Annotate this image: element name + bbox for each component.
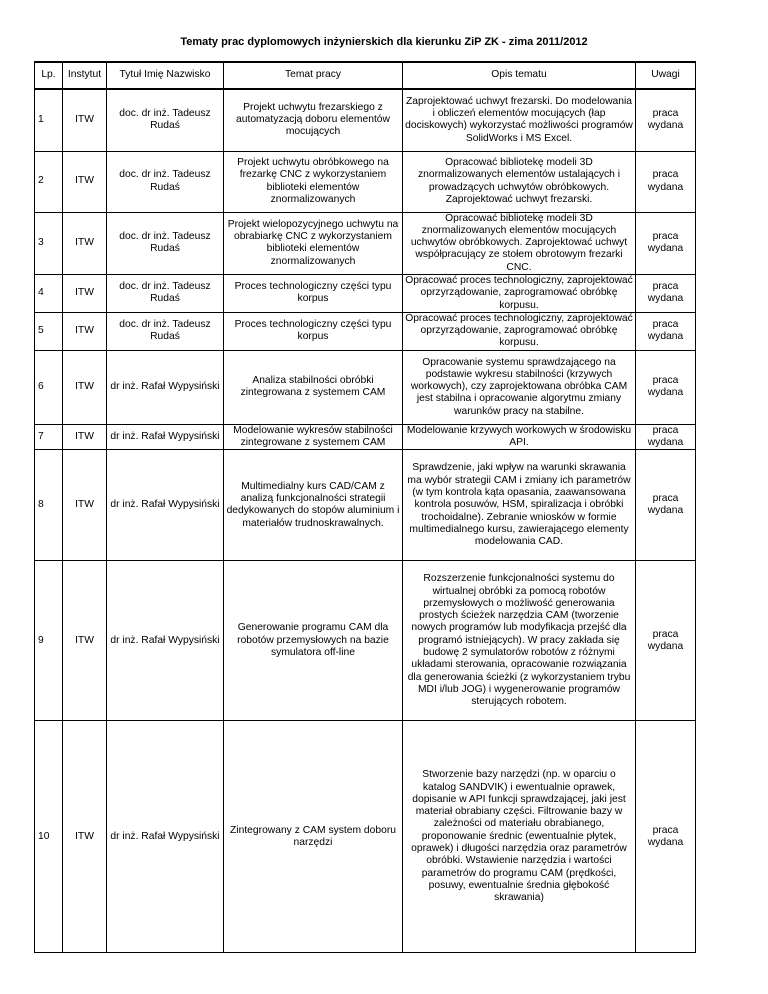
cell-description: Rozszerzenie funkcjonalności systemu do wirtualnej obróbki za pomocą robotów przemysłowych o możliwość generowania prostych ścieżek narzędzia CAM (tworzenie nowych programów lub modyfikacja przejść dla programó istniejących). W pracy zakłada się budowę 2 symulatorów robotów z różnymi układami sterowania, opracowanie rozwiązania dla generowania ścieżki (z wykorzystaniem trybu MDI i/lub JOG) i wygenerowanie programów sterujących robotem. [403, 561, 636, 721]
cell-topic: Analiza stabilności obróbki zintegrowana z systemem CAM [224, 350, 403, 424]
cell-author: doc. dr inż. Tadeusz Rudaś [107, 151, 224, 212]
header-topic: Temat pracy [224, 62, 403, 89]
cell-lp: 9 [35, 561, 63, 721]
cell-instytut: ITW [63, 450, 107, 561]
cell-notes: praca wydana [636, 721, 696, 953]
cell-lp: 1 [35, 89, 63, 151]
cell-description: Opracować bibliotekę modeli 3D znormalizowanych elementów ustalających i prowadzących uchwytów obróbkowych. Zaprojektować uchwyt frezarski. [403, 151, 636, 212]
page-title: Tematy prac dyplomowych inżynierskich dla kierunku ZiP ZK - zima 2011/2012 [180, 36, 588, 48]
cell-instytut: ITW [63, 312, 107, 350]
cell-topic: Projekt uchwytu frezarskiego z automatyzacją doboru elementów mocujących [224, 89, 403, 151]
cell-notes: praca wydana [636, 89, 696, 151]
cell-notes: praca wydana [636, 561, 696, 721]
header-author: Tytuł Imię Nazwisko [107, 62, 224, 89]
cell-notes: praca wydana [636, 274, 696, 312]
cell-description: Modelowanie krzywych workowych w środowisku API. [403, 424, 636, 450]
table-row [35, 151, 696, 212]
cell-author: dr inż. Rafał Wypysiński [107, 721, 224, 953]
cell-topic: Generowanie programu CAM dla robotów przemysłowych na bazie symulatora off-line [224, 561, 403, 721]
cell-author: dr inż. Rafał Wypysiński [107, 350, 224, 424]
cell-notes: praca wydana [636, 312, 696, 350]
cell-topic: Proces technologiczny części typu korpus [224, 274, 403, 312]
cell-author: doc. dr inż. Tadeusz Rudaś [107, 212, 224, 274]
header-description: Opis tematu [403, 62, 636, 89]
cell-notes: praca wydana [636, 151, 696, 212]
header-lp: Lp. [35, 62, 63, 89]
cell-description: Opracować proces technologiczny, zaprojektować oprzyrządowanie, zaprogramować obróbkę korpusu. [403, 274, 636, 312]
cell-description: Opracowanie systemu sprawdzającego na podstawie wykresu stabilności (krzywych workowych), czy zaprojektowana obróbka CAM jest stabilna i opracowanie algorytmu zmiany warunków pracy na stabilne. [403, 350, 636, 424]
cell-description: Sprawdzenie, jaki wpływ na warunki skrawania ma wybór strategii CAM i zmiany ich parametrów (w tym kontrola kąta opasania, zaawansowana kontrola posuwów, HSM, spiralizacja i obróbki trochoidalne). Zebranie wniosków w formie multimedialnego kursu, zawierającego elementy modelowania CAD. [403, 450, 636, 561]
topics-table [34, 61, 696, 953]
cell-instytut: ITW [63, 424, 107, 450]
cell-topic: Proces technologiczny części typu korpus [224, 312, 403, 350]
table-row [35, 424, 696, 450]
cell-notes: praca wydana [636, 424, 696, 450]
cell-notes: praca wydana [636, 350, 696, 424]
cell-lp: 2 [35, 151, 63, 212]
cell-author: dr inż. Rafał Wypysiński [107, 424, 224, 450]
header-notes: Uwagi [636, 62, 696, 89]
header-row [35, 62, 696, 89]
cell-lp: 5 [35, 312, 63, 350]
cell-lp: 8 [35, 450, 63, 561]
header-instytut: Instytut [63, 62, 107, 89]
cell-notes: praca wydana [636, 450, 696, 561]
cell-description: Opracować bibliotekę modeli 3D znormalizowanych elementów mocujących uchwytów obróbkowych. Zaprojektować uchwyt współpracujący ze stołem obrotowym frezarki CNC. [403, 212, 636, 274]
cell-lp: 6 [35, 350, 63, 424]
cell-instytut: ITW [63, 561, 107, 721]
cell-instytut: ITW [63, 721, 107, 953]
table-row [35, 721, 696, 953]
cell-lp: 7 [35, 424, 63, 450]
cell-instytut: ITW [63, 350, 107, 424]
table-row [35, 450, 696, 561]
cell-topic: Projekt wielopozycyjnego uchwytu na obrabiarkę CNC z wykorzystaniem biblioteki elementów znormalizowanych [224, 212, 403, 274]
cell-author: doc. dr inż. Tadeusz Rudaś [107, 274, 224, 312]
cell-topic: Modelowanie wykresów stabilności zintegrowane z systemem CAM [224, 424, 403, 450]
cell-description: Stworzenie bazy narzędzi (np. w oparciu o katalog SANDVIK) i ewentualnie oprawek, dopisanie w API funkcji sprawdzającej, jaki jest materiał obrabiany części. Filtrowanie bazy w zależności od materiału obrabianego, proponowanie średnic (ewentualnie płytek, oprawek) i długości narzędzia oraz parametrów obróbki. Wstawienie narzędzia i wartości parametrów do programu CAM (prędkości, posuwy, ewentualnie średnia głębokość skrawania) [403, 721, 636, 953]
cell-instytut: ITW [63, 212, 107, 274]
cell-topic: Projekt uchwytu obróbkowego na frezarkę CNC z wykorzystaniem biblioteki elementów znormalizowanych [224, 151, 403, 212]
cell-description: Opracować proces technologiczny, zaprojektować oprzyrządowanie, zaprogramować obróbkę korpusu. [403, 312, 636, 350]
table-row [35, 274, 696, 312]
cell-lp: 10 [35, 721, 63, 953]
table-row [35, 312, 696, 350]
cell-description: Zaprojektować uchwyt frezarski. Do modelowania i obliczeń elementów mocujących (łap dociskowych) wykorzystać możliwości programów SolidWorks i MS Excel. [403, 89, 636, 151]
cell-lp: 3 [35, 212, 63, 274]
cell-instytut: ITW [63, 89, 107, 151]
cell-topic: Zintegrowany z CAM system doboru narzędzi [224, 721, 403, 953]
cell-author: doc. dr inż. Tadeusz Rudaś [107, 89, 224, 151]
cell-topic: Multimedialny kurs CAD/CAM z analizą funkcjonalności strategii dedykowanych do stopów aluminium i materiałów trudnoskrawalnych. [224, 450, 403, 561]
cell-instytut: ITW [63, 151, 107, 212]
cell-instytut: ITW [63, 274, 107, 312]
cell-author: doc. dr inż. Tadeusz Rudaś [107, 312, 224, 350]
cell-notes: praca wydana [636, 212, 696, 274]
table-row [35, 89, 696, 151]
cell-author: dr inż. Rafał Wypysiński [107, 450, 224, 561]
table-row [35, 350, 696, 424]
cell-author: dr inż. Rafał Wypysiński [107, 561, 224, 721]
table-row [35, 561, 696, 721]
cell-lp: 4 [35, 274, 63, 312]
table-row [35, 212, 696, 274]
